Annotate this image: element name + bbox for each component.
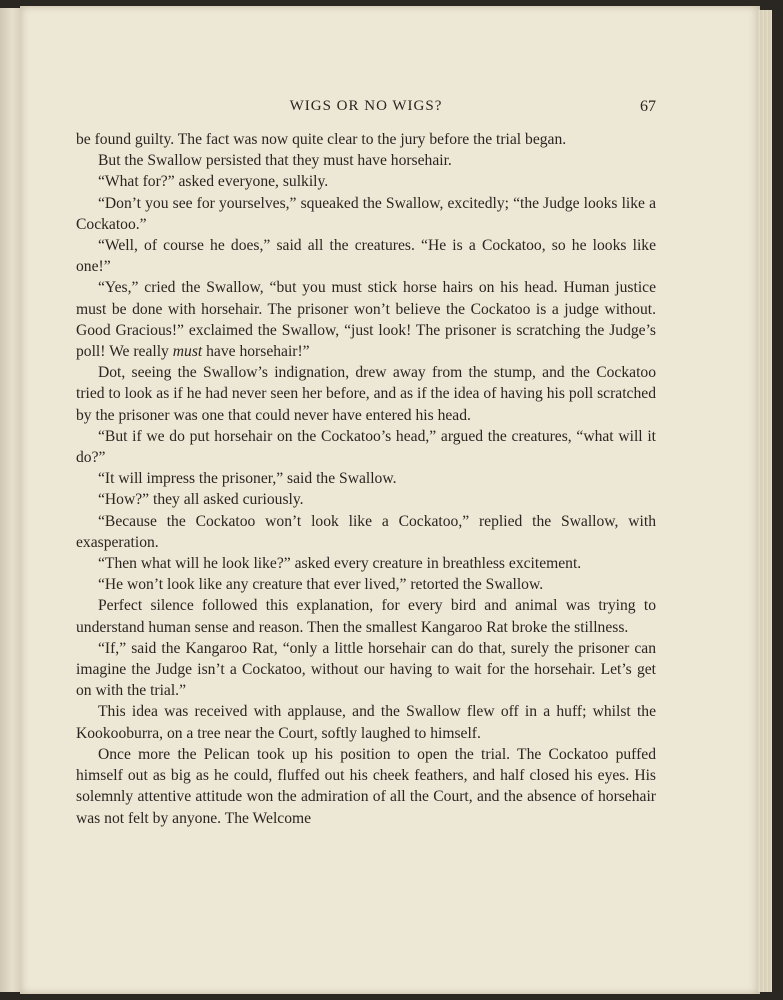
paragraph: “Because the Cockatoo won’t look like a Cockatoo,” replied the Swallow, with exasperation. (76, 512, 656, 551)
paragraph-yes (76, 277, 656, 362)
paragraph: “But if we do put horsehair on the Cockatoo’s head,” argued the creatures, “what will it do?” (76, 427, 656, 467)
page-header (76, 98, 656, 120)
paragraph: “How?” they all asked curiously. (98, 491, 304, 509)
emphasized-word: must (172, 343, 203, 361)
running-head: WIGS OR NO WIGS? (289, 98, 443, 114)
paragraph: But the Swallow persisted that they must have horsehair. (98, 152, 452, 170)
page-stack-edge (758, 10, 772, 992)
paragraph: be found guilty. The fact was now quite clear to the jury before the trial began. (76, 131, 567, 148)
paragraph: This idea was received with applause, and the Swallow flew off in a huff; whilst the Kookooburra, on a tree near the Court, softly laughed to himself. (76, 703, 656, 742)
paragraph-text: have horsehair!” (202, 343, 310, 361)
paragraph: “Well, of course he does,” said all the creatures. “He is a Cockatoo, so he looks like one!” (76, 237, 656, 276)
paragraph: “Then what will he look like?” asked every creature in breathless excitement. (98, 555, 582, 573)
page-number: 67 (640, 98, 656, 115)
paragraph: Once more the Pelican took up his position to open the trial. The Cockatoo puffed himself out as big as he could, fluffed out his cheek feathers, and half closed his eyes. His solemnly attentive attitude won the admiration of all the Court, and the absence of horsehair was not felt by anyone. The Welcome (76, 745, 656, 827)
paragraph: “If,” said the Kangaroo Rat, “only a little horsehair can do that, surely the prisoner can imagine the Judge isn’t a Cockatoo, without our having to wait for the horsehair. Let’s get on with the trial.” (76, 639, 656, 700)
previous-page-edge (0, 8, 20, 992)
paragraph: “It will impress the prisoner,” said the Swallow. (98, 470, 397, 488)
body-text (76, 129, 656, 829)
paragraph: Dot, seeing the Swallow’s indignation, drew away from the stump, and the Cockatoo tried to look as if he had never seen her before, and as if the idea of having his poll scratched by the prisoner was one that could never have entered his head. (76, 364, 656, 424)
paragraph: “He won’t look like any creature that ever lived,” retorted the Swallow. (98, 576, 544, 594)
paragraph: “Don’t you see for yourselves,” squeaked the Swallow, excitedly; “the Judge looks like a Cockatoo.” (76, 194, 656, 233)
paragraph-text: “Yes,” cried the Swallow, “but you must stick horse hairs on his head. Human justice must be done with horsehair. The prisoner won’t believe the Cockatoo is a judge without. Good Gracious!” exclaimed the Swallow, “just look! The prisoner is scratching the Judge’s poll! We really (76, 279, 656, 361)
paragraph: Perfect silence followed this explanation, for every bird and animal was trying to understand human sense and reason. Then the smallest Kangaroo Rat broke the stillness. (76, 597, 656, 636)
paragraph: “What for?” asked everyone, sulkily. (98, 173, 329, 191)
